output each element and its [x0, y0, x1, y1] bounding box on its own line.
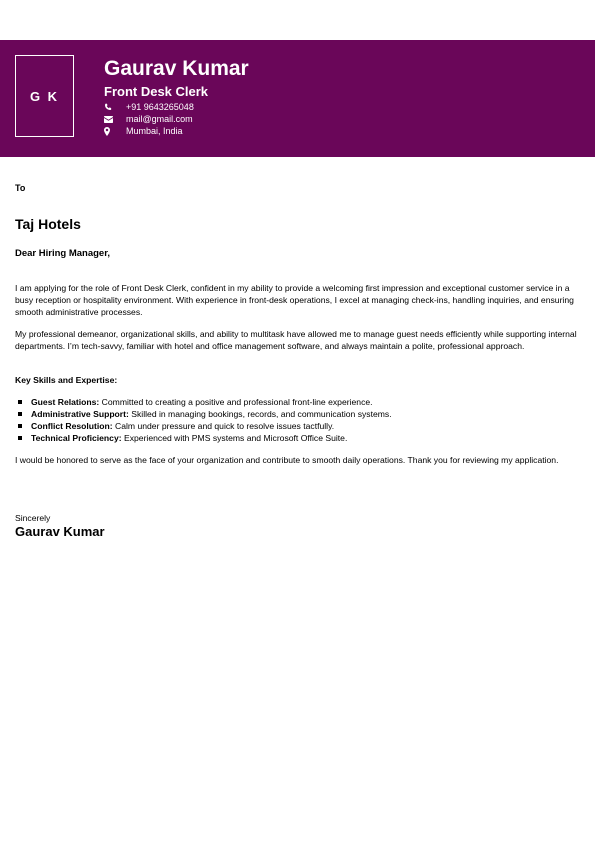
list-item — [15, 432, 581, 444]
contact-location — [104, 125, 183, 137]
bullet-icon — [18, 436, 22, 440]
list-item — [15, 420, 581, 432]
job-title: Front Desk Clerk — [104, 84, 209, 99]
paragraph-intro: I am applying for the role of Front Desk Clerk, confident in my ability to provide a welcoming first impression and exceptional customer service in a busy reception or hospitality environment. With experience in front-desk operations, I excel at managing check-ins, handling inquiries, and ensuring smooth administrative processes. — [15, 283, 574, 317]
skills-list — [15, 396, 581, 444]
list-item — [15, 408, 581, 420]
contact-phone — [104, 101, 194, 113]
monogram-box — [15, 55, 74, 137]
skill-text: Skilled in managing bookings, records, and communication systems. — [128, 409, 392, 419]
list-item — [15, 396, 581, 408]
bullet-icon — [18, 412, 22, 416]
applicant-name: Gaurav Kumar — [104, 57, 249, 80]
skill-text: Calm under pressure and quick to resolve issues tactfully. — [112, 421, 335, 431]
phone-text: +91 9643265048 — [126, 102, 194, 112]
phone-icon — [104, 103, 126, 111]
recipient-company: Taj Hotels — [15, 216, 81, 232]
location-text: Mumbai, India — [126, 126, 183, 136]
sign-off: Sincerely — [15, 513, 51, 523]
bullet-icon — [18, 424, 22, 428]
envelope-icon — [104, 116, 126, 123]
monogram-initials: G K — [29, 88, 60, 104]
greeting: Dear Hiring Manager, — [15, 248, 111, 259]
paragraph-closing: I would be honored to serve as the face of your organization and contribute to smooth daily operations. Thank you for reviewing my application. — [15, 455, 559, 465]
map-marker-icon — [104, 127, 126, 136]
skills-heading: Key Skills and Expertise: — [15, 375, 118, 385]
paragraph-qualifications: My professional demeanor, organizational skills, and ability to multitask have allowed me to manage guest needs efficiently while supporting internal departments. I’m tech-savvy, familiar with hotel and office management software, and always maintain a polite, professional approach. — [15, 329, 577, 351]
signature-name: Gaurav Kumar — [15, 524, 105, 539]
skill-label: Conflict Resolution: — [31, 421, 113, 431]
skill-label: Administrative Support: — [31, 409, 129, 419]
skill-label: Guest Relations: — [31, 397, 100, 407]
email-text: mail@gmail.com — [126, 114, 193, 124]
contact-email — [104, 113, 193, 125]
skill-text: Experienced with PMS systems and Microsoft Office Suite. — [121, 433, 348, 443]
to-label: To — [15, 183, 26, 193]
skill-text: Committed to creating a positive and professional front-line experience. — [99, 397, 373, 407]
header-banner — [0, 40, 595, 157]
bullet-icon — [18, 400, 22, 404]
skill-label: Technical Proficiency: — [31, 433, 122, 443]
